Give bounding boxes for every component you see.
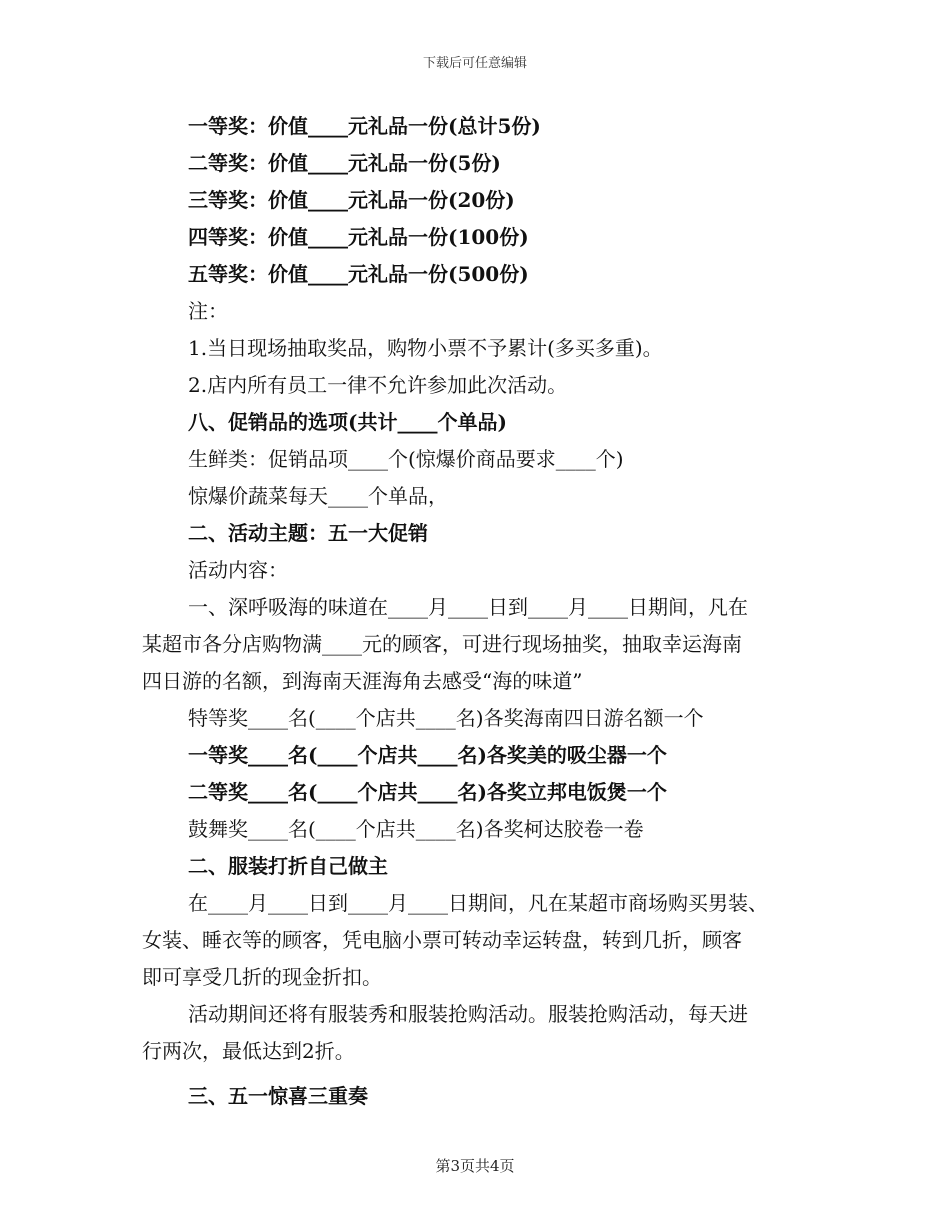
text-line: 五等奖：价值____元礼品一份(500份) [188,262,529,286]
page-footer: 第3页共4页 [435,1157,515,1175]
text-line: 1.当日现场抽取奖品，购物小票不予累计(多买多重)。 [188,336,663,360]
text-line: 鼓舞奖____名(____个店共____名)各奖柯达胶卷一卷 [188,817,644,841]
text-line: 二等奖____名(____个店共____名)各奖立邦电饭煲一个 [188,780,667,804]
text-line: 三等奖：价值____元礼品一份(20份) [188,188,515,212]
text-line: 活动内容： [188,558,288,582]
text-line: 二、活动主题：五一大促销 [188,521,428,545]
text-line: 四日游的名额，到海南天涯海角去感受“海的味道” [142,669,583,693]
text-line: 二、服装打折自己做主 [188,854,388,878]
text-line: 惊爆价蔬菜每天____个单品， [188,484,448,508]
text-line: 三、五一惊喜三重奏 [188,1084,368,1108]
text-line: 一等奖____名(____个店共____名)各奖美的吸尘器一个 [188,743,667,767]
text-line: 注： [188,299,228,323]
text-line: 2.店内所有员工一律不允许参加此次活动。 [188,373,568,397]
text-line: 行两次，最低达到2折。 [142,1039,355,1063]
page-header: 下载后可任意编辑 [422,56,527,71]
text-line: 八、促销品的选项(共计____个单品) [188,410,507,434]
text-line: 一等奖：价值____元礼品一份(总计5份) [188,114,541,138]
text-line: 特等奖____名(____个店共____名)各奖海南四日游名额一个 [188,706,704,730]
text-line: 二等奖：价值____元礼品一份(5份) [188,151,501,175]
document-body [142,108,802,1115]
text-line: 活动期间还将有服装秀和服装抢购活动。服装抢购活动，每天进 [188,1002,748,1026]
text-line: 女装、睡衣等的顾客，凭电脑小票可转动幸运转盘，转到几折，顾客 [142,928,742,952]
text-line: 生鲜类：促销品项____个(惊爆价商品要求____个) [188,447,624,471]
text-line: 四等奖：价值____元礼品一份(100份) [188,225,529,249]
text-line: 一、深呼吸海的味道在____月____日到____月____日期间，凡在 [188,595,748,619]
text-line: 在____月____日到____月____日期间，凡在某超市商场购买男装、 [188,891,768,915]
text-line: 即可享受几折的现金折扣。 [142,965,382,989]
text-line: 某超市各分店购物满____元的顾客，可进行现场抽奖，抽取幸运海南 [142,632,742,656]
